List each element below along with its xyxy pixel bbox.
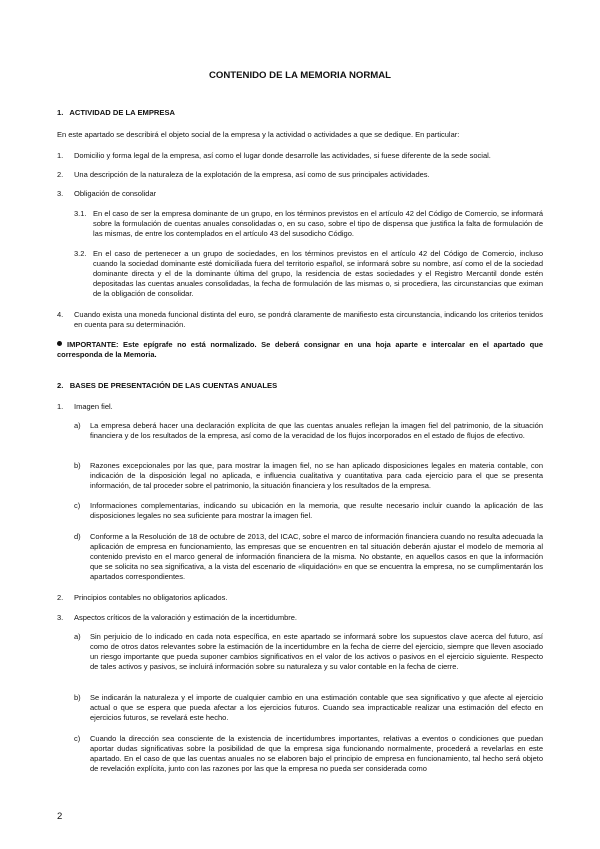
section-1-number: 1.	[57, 108, 64, 117]
sublist-item-number: c)	[74, 734, 81, 743]
important-note-text: IMPORTANTE: Este epígrafe no está normalizado. Se deberá consignar en una hoja aparte e intercalar en el apartado que corresponda de la Memoria.	[57, 340, 543, 359]
list-item-number: 3.	[57, 189, 64, 198]
list-item-text: Principios contables no obligatorios aplicados.	[74, 593, 228, 602]
list-item-text: Domicilio y forma legal de la empresa, así como el lugar donde desarrolle las actividades, si fuese diferente de la sede social.	[74, 151, 491, 160]
sublist-item-number: 3.2.	[74, 249, 87, 258]
important-note	[57, 340, 543, 360]
bullet-icon	[57, 341, 62, 346]
section-1-intro: En este apartado se describirá el objeto social de la empresa y la actividad o actividades a que se dedique. En particular:	[57, 130, 460, 139]
sublist-item-number: b)	[74, 693, 81, 702]
sublist-item-text: En el caso de pertenecer a un grupo de sociedades, en los términos previstos en el artículo 42 del Código de Comercio, incluso cuando la sociedad dominante esté domiciliada fuera del territorio español, se informará sobre su nombre, así como el de la sociedad dominante directa y el de la dominante última del grupo, la residencia de estas sociedades y el Registro Mercantil donde estén depositadas las cuentas anuales consolidadas, la fecha de formulación de las mismas o, si procediera, las circunstancias que eximan de la obligación de consolidar.	[93, 249, 543, 298]
sublist-item-number: c)	[74, 501, 81, 510]
list-item-text: Imagen fiel.	[74, 402, 113, 411]
sublist-item-number: a)	[74, 421, 81, 430]
sublist-item-text: Razones excepcionales por las que, para mostrar la imagen fiel, no se han aplicado disposiciones legales en materia contable, con indicación de la disposición legal no aplicada, e influencia cualitativa y cuantitativa para cada ejercicio para el que se presenta información, de tal proceder sobre el patrimonio, la situación financiera y los resultados de la empresa.	[90, 461, 543, 490]
section-1-heading	[57, 108, 175, 118]
list-item-number: 1.	[57, 402, 64, 411]
list-item-text: Una descripción de la naturaleza de la explotación de la empresa, así como de sus principales actividades.	[74, 170, 430, 179]
list-item-number: 4.	[57, 310, 64, 319]
page-number: 2	[57, 811, 63, 822]
sublist-item-number: d)	[74, 532, 81, 541]
section-2-number: 2.	[57, 381, 64, 390]
list-item-text: Aspectos críticos de la valoración y estimación de la incertidumbre.	[74, 613, 298, 622]
sublist-item-text: Conforme a la Resolución de 18 de octubre de 2013, del ICAC, sobre el marco de información financiera cuando no resulta adecuada la aplicación de empresa en funcionamiento, las empresas que se encuentren en tal situación deberán ajustar el modelo de memoria al contenido previsto en el marco general de información financiera de la misma. No obstante, en aquellos casos en que la información que se solicita no sea significativa, a la vista del escenario de «liquidación» en que se encuentra la empresa, no se cumplimentarán los apartados correspondientes.	[90, 532, 543, 581]
sublist-item-text: La empresa deberá hacer una declaración explícita de que las cuentas anuales reflejan la imagen fiel del patrimonio, de la situación financiera y de los resultados de la empresa, así como de la veracidad de los flujos incorporados en el estado de flujos de efectivo.	[90, 421, 543, 440]
document-title: CONTENIDO DE LA MEMORIA NORMAL	[208, 70, 392, 81]
section-2-heading	[57, 381, 277, 391]
list-item-number: 1.	[57, 151, 64, 160]
sublist-item-number: b)	[74, 461, 81, 470]
list-item-text: Obligación de consolidar	[74, 189, 157, 198]
sublist-item-text: En el caso de ser la empresa dominante de un grupo, en los términos previstos en el artículo 42 del Código de Comercio, se informará sobre la formulación de cuentas anuales consolidadas o, en su caso, sobre el tipo de dispensa que justifica la falta de formulación de las mismas, de entre los contemplados en el artículo 43 del susodicho Código.	[93, 209, 543, 238]
list-item-number: 2.	[57, 170, 64, 179]
sublist-item-number: 3.1.	[74, 209, 87, 218]
list-item-number: 3.	[57, 613, 64, 622]
sublist-item-text: Sin perjuicio de lo indicado en cada nota específica, en este apartado se informará sobre los supuestos clave acerca del futuro, así como de otros datos relevantes sobre la estimación de la incertidumbre en la fecha de cierre del ejercicio, siempre que lleven asociado un riesgo importante que pueda suponer cambios significativos en el valor de los activos o pasivos en el ejercicio siguiente. Respecto de tales activos y pasivos, se incluirá información sobre su naturaleza y su valor contable en la fecha de cierre.	[90, 632, 543, 671]
list-item-number: 2.	[57, 593, 64, 602]
section-1-title: ACTIVIDAD DE LA EMPRESA	[69, 108, 176, 117]
section-2-title: BASES DE PRESENTACIÓN DE LAS CUENTAS ANUALES	[69, 381, 278, 390]
list-item-text: Cuando exista una moneda funcional distinta del euro, se pondrá claramente de manifiesto esta circunstancia, indicando los criterios tenidos en cuenta para su determinación.	[74, 310, 543, 329]
sublist-item-text: Informaciones complementarias, indicando su ubicación en la memoria, que resulte necesario incluir cuando la aplicación de las disposiciones legales no sea suficiente para mostrar la imagen fiel.	[90, 501, 543, 520]
sublist-item-text: Se indicarán la naturaleza y el importe de cualquier cambio en una estimación contable que sea significativo y que afecte al ejercicio actual o que se espera que pueda afectar a los ejercicios futuros. Cuando sea impracticable realizar una estimación del efecto en ejercicios futuros, se revelará este hecho.	[90, 693, 543, 722]
sublist-item-number: a)	[74, 632, 81, 641]
sublist-item-text: Cuando la dirección sea consciente de la existencia de incertidumbres importantes, relativas a eventos o condiciones que puedan aportar dudas significativas sobre la posibilidad de que la empresa siga funcionando normalmente, procederá a revelarlas en este apartado. En el caso de que las cuentas anuales no se elaboren bajo el principio de empresa en funcionamiento, tal hecho será objeto de revelación explícita, junto con las razones por las que la empresa no pueda ser considerada como	[90, 734, 543, 773]
